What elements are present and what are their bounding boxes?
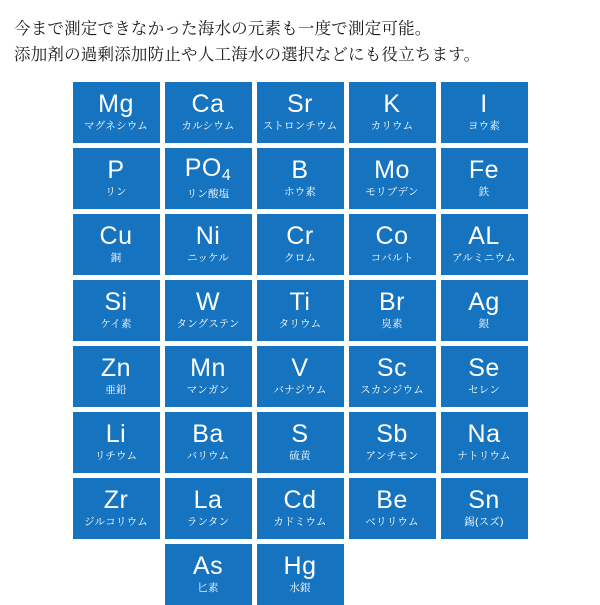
headline-line-1: 今まで測定できなかった海水の元素も一度で測定可能。	[14, 20, 432, 38]
element-symbol: S	[291, 419, 309, 448]
element-tile	[257, 148, 344, 209]
element-name: バリウム	[186, 449, 230, 462]
element-tile	[349, 148, 436, 209]
element-tile	[441, 478, 528, 539]
element-tile	[257, 478, 344, 539]
element-symbol: PO4	[184, 153, 232, 184]
element-name: ニッケル	[187, 251, 229, 264]
element-tile	[73, 478, 160, 539]
element-symbol: Ca	[191, 89, 225, 118]
element-symbol: Zr	[103, 485, 129, 514]
element-name: マグネシウム	[84, 119, 148, 132]
element-tile	[165, 148, 252, 209]
element-tile	[257, 544, 344, 605]
element-symbol: Si	[104, 287, 128, 316]
element-tile	[165, 214, 252, 275]
element-symbol: Sb	[376, 419, 408, 448]
element-symbol: As	[192, 551, 224, 580]
element-tile	[73, 280, 160, 341]
element-symbol: Sn	[468, 485, 500, 514]
element-name: スカンジウム	[360, 383, 424, 396]
element-name: リン酸塩	[186, 187, 230, 200]
element-symbol: Be	[376, 485, 408, 514]
element-name: 亜鉛	[105, 383, 127, 396]
element-symbol: Fe	[468, 155, 500, 184]
element-name: ランタン	[186, 515, 230, 528]
element-name: 銅	[110, 251, 122, 264]
element-symbol: I	[480, 89, 488, 118]
element-symbol: Cr	[286, 221, 314, 250]
element-symbol: K	[383, 89, 401, 118]
element-symbol: Ti	[289, 287, 311, 316]
element-tile	[73, 412, 160, 473]
element-name: タングステン	[176, 317, 240, 330]
element-name: ホウ素	[283, 185, 317, 198]
element-name: カルシウム	[181, 119, 235, 132]
element-symbol: B	[291, 155, 309, 184]
element-symbol: Cu	[99, 221, 133, 250]
element-symbol: Sr	[287, 89, 313, 118]
element-symbol: Cd	[283, 485, 317, 514]
element-name: ストロンチウム	[262, 119, 338, 132]
element-tile	[349, 346, 436, 407]
element-name: ナトリウム	[457, 449, 511, 462]
element-name: カドミウム	[273, 515, 327, 528]
element-name: 銀	[478, 317, 490, 330]
element-name: コバルト	[370, 251, 414, 264]
element-symbol: V	[291, 353, 309, 382]
element-tile	[349, 82, 436, 143]
element-tile	[441, 214, 528, 275]
element-symbol: Mo	[374, 155, 410, 184]
element-tile	[73, 214, 160, 275]
element-name: タリウム	[278, 317, 322, 330]
element-symbol: Br	[379, 287, 405, 316]
element-tile	[349, 478, 436, 539]
element-symbol: Co	[375, 221, 409, 250]
grid-spacer	[441, 544, 528, 605]
element-name: リン	[105, 185, 127, 198]
grid-spacer	[73, 544, 160, 605]
element-symbol: Hg	[283, 551, 317, 580]
element-symbol: P	[107, 155, 125, 184]
element-symbol-subscript: 4	[221, 166, 232, 184]
element-tile	[165, 280, 252, 341]
element-tile	[73, 148, 160, 209]
element-symbol: Sc	[376, 353, 408, 382]
element-name: ベリリウム	[365, 515, 419, 528]
element-name: ジルコリウム	[84, 515, 148, 528]
element-name: 錫(スズ)	[464, 515, 504, 528]
element-name: アルミニウム	[452, 251, 516, 264]
element-symbol: W	[195, 287, 221, 316]
element-symbol: Mn	[190, 353, 226, 382]
element-symbol: Ni	[195, 221, 221, 250]
element-symbol: AL	[468, 221, 500, 250]
element-name: リチウム	[94, 449, 138, 462]
grid-spacer	[349, 544, 436, 605]
element-symbol: Zn	[100, 353, 132, 382]
element-tile	[349, 214, 436, 275]
element-tile	[441, 82, 528, 143]
element-name: モリブデン	[365, 185, 419, 198]
element-symbol: Na	[467, 419, 501, 448]
element-tile	[441, 148, 528, 209]
element-tile	[257, 412, 344, 473]
element-name: バナジウム	[273, 383, 327, 396]
element-symbol: Mg	[98, 89, 134, 118]
headline-line-2: 添加剤の過剰添加防止や人工海水の選択などにも役立ちます。	[14, 46, 481, 64]
element-name: ケイ素	[100, 317, 132, 330]
element-name: カリウム	[370, 119, 414, 132]
element-tile	[165, 478, 252, 539]
element-name: 匕素	[197, 581, 219, 594]
element-tile	[73, 82, 160, 143]
headline	[0, 0, 600, 68]
element-tile	[441, 412, 528, 473]
element-tile	[441, 346, 528, 407]
element-tile	[73, 346, 160, 407]
element-tile	[165, 346, 252, 407]
element-tile	[257, 346, 344, 407]
element-tile	[165, 412, 252, 473]
element-name: ヨウ素	[467, 119, 501, 132]
element-symbol: Li	[105, 419, 127, 448]
element-symbol: La	[193, 485, 223, 514]
element-name: 硫黄	[289, 449, 311, 462]
element-grid-wrap	[0, 82, 600, 605]
element-name: クロム	[283, 251, 317, 264]
element-tile	[165, 544, 252, 605]
element-tile	[349, 280, 436, 341]
element-tile	[165, 82, 252, 143]
element-tile	[441, 280, 528, 341]
element-grid	[73, 82, 528, 605]
element-tile	[257, 82, 344, 143]
element-name: 臭素	[381, 317, 403, 330]
element-symbol: Ba	[192, 419, 224, 448]
element-name: アンチモン	[365, 449, 419, 462]
element-tile	[349, 412, 436, 473]
element-symbol: Ag	[468, 287, 500, 316]
element-name: セレン	[468, 383, 500, 396]
element-name: 鉄	[478, 185, 490, 198]
element-tile	[257, 214, 344, 275]
element-name: 水銀	[289, 581, 311, 594]
element-symbol: Se	[468, 353, 500, 382]
element-tile	[257, 280, 344, 341]
element-name: マンガン	[186, 383, 230, 396]
